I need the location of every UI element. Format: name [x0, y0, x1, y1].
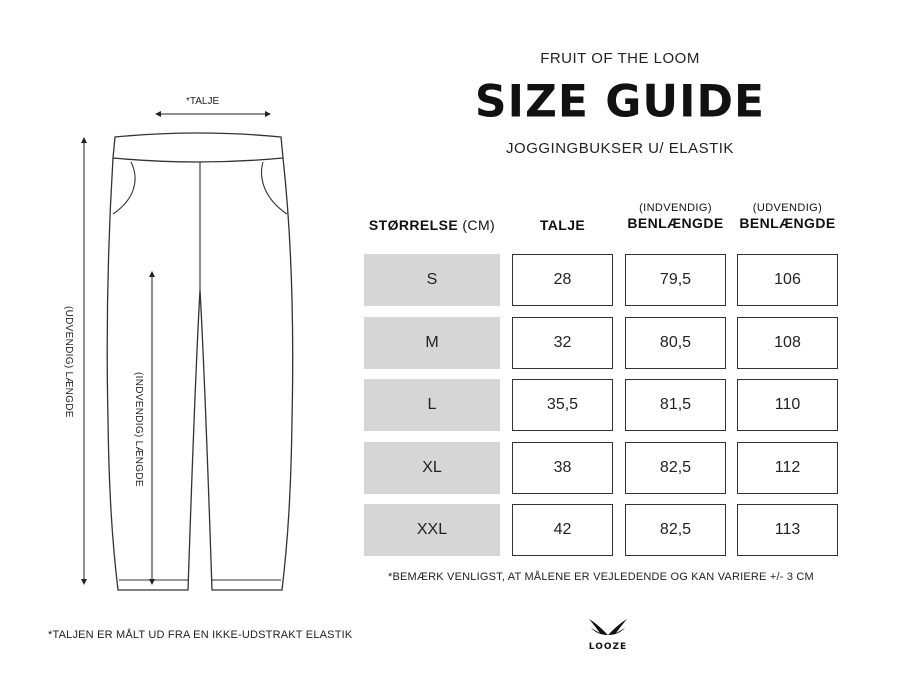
- outseam-cell: 110: [737, 379, 838, 431]
- waist-label: *TALJE: [186, 96, 220, 107]
- product-subtitle: JOGGINGBUKSER U/ ELASTIK: [506, 140, 734, 157]
- inseam-cell: 82,5: [625, 442, 726, 494]
- size-cell: S: [364, 254, 500, 306]
- size-cell: XXL: [364, 504, 500, 556]
- waist-note: *TALJEN ER MÅLT UD FRA EN IKKE-UDSTRAKT ELASTIK: [48, 629, 353, 641]
- outseam-cell: 112: [737, 442, 838, 494]
- inseam-cell: 82,5: [625, 504, 726, 556]
- page-title: SIZE GUIDE: [474, 75, 766, 128]
- header-size-unit: (CM): [458, 217, 496, 233]
- outseam-cell: 106: [737, 254, 838, 306]
- outseam-cell: 108: [737, 317, 838, 369]
- size-cell: M: [364, 317, 500, 369]
- header-inseam-label: BENLÆNGDE: [627, 215, 724, 231]
- header-outseam-note: (UDVENDIG): [752, 202, 823, 214]
- left-pocket: [113, 162, 135, 214]
- header-size-bold: STØRRELSE: [368, 217, 459, 233]
- header-outseam: [737, 202, 838, 231]
- brand-logo: [578, 617, 638, 652]
- brand-name: FRUIT OF THE LOOM: [540, 50, 700, 67]
- waistband: [113, 133, 283, 162]
- inseam-cell: 79,5: [625, 254, 726, 306]
- waist-cell: 42: [512, 504, 613, 556]
- logo-text: LOOZE: [588, 642, 628, 652]
- inner-length-label: (INDVENDIG) LÆNGDE: [133, 372, 144, 487]
- waist-cell: 38: [512, 442, 613, 494]
- right-pocket: [262, 162, 287, 214]
- inseam-cell: 80,5: [625, 317, 726, 369]
- measurement-note: *BEMÆRK VENLIGST, AT MÅLENE ER VEJLEDENDE OG KAN VARIERE +/- 3 CM: [388, 571, 814, 583]
- header-outseam-label: BENLÆNGDE: [739, 215, 836, 231]
- header-waist: TALJE: [539, 217, 586, 233]
- outseam-cell: 113: [737, 504, 838, 556]
- size-cell: XL: [364, 442, 500, 494]
- outer-length-label: (UDVENDIG) LÆNGDE: [63, 306, 74, 418]
- header-inseam-note: (INDVENDIG): [639, 202, 712, 214]
- header-inseam: [625, 202, 726, 231]
- pants-diagram: [40, 90, 340, 610]
- header-size: [364, 217, 500, 233]
- waist-cell: 32: [512, 317, 613, 369]
- waist-cell: 28: [512, 254, 613, 306]
- size-cell: L: [364, 379, 500, 431]
- inseam-cell: 81,5: [625, 379, 726, 431]
- waist-cell: 35,5: [512, 379, 613, 431]
- wings-icon: [588, 617, 628, 637]
